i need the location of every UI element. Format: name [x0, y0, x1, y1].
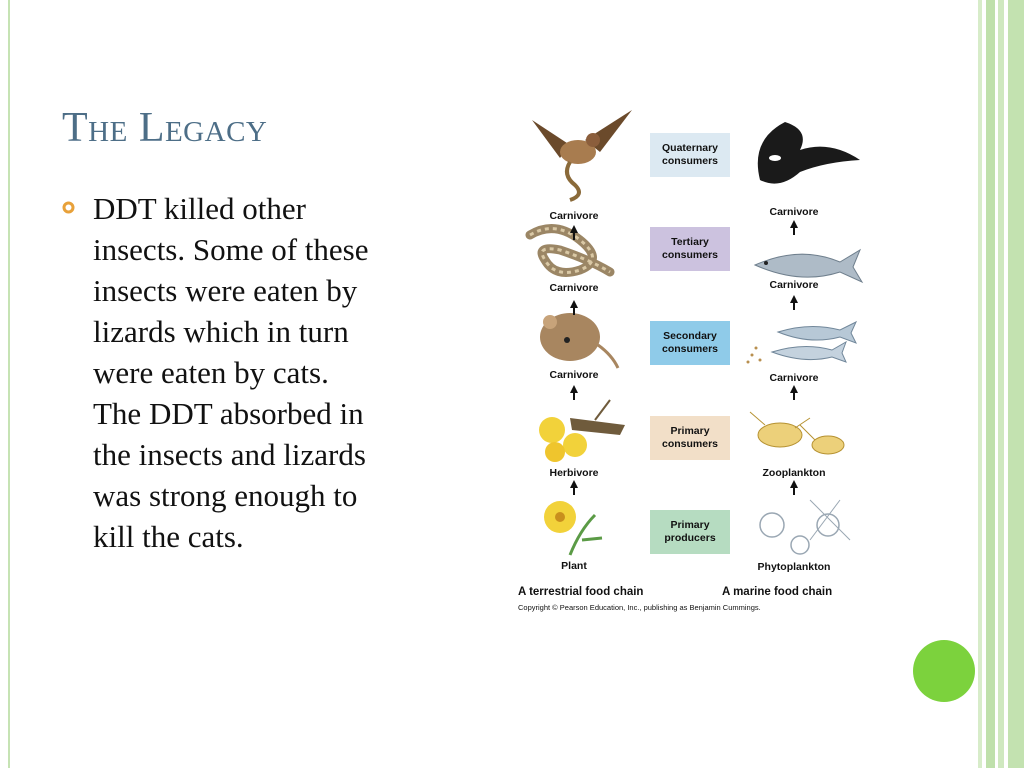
left-frame-line	[8, 0, 10, 768]
bullet-text: DDT killed other insects. Some of these insects were eaten by lizards which in turn were eaten by cats. The DDT absorbed in the insects and lizards was strong enough to kill the cats.	[93, 191, 369, 554]
grasshopper-icon	[539, 400, 625, 462]
trophic-level-label: consumers	[661, 438, 719, 450]
trophic-level-label: consumers	[661, 343, 719, 355]
trophic-level-label: Primary	[670, 425, 710, 437]
right-frame-stripes	[978, 0, 1024, 768]
terrestrial-organism-label: Carnivore	[549, 210, 599, 222]
marine-organism-label: Carnivore	[769, 279, 819, 291]
trophic-level-label: Tertiary	[671, 236, 709, 248]
trophic-level-box	[650, 227, 730, 271]
terrestrial-organism-label: Herbivore	[549, 467, 599, 479]
plant-icon	[544, 501, 602, 555]
terrestrial-organism-label: Plant	[561, 560, 587, 572]
small-fish-icon	[747, 322, 857, 364]
terrestrial-organism-label: Carnivore	[549, 369, 599, 381]
marine-caption: A marine food chain	[722, 586, 833, 598]
bullet-list	[62, 188, 462, 557]
phytoplankton-icon	[760, 500, 850, 554]
trophic-level-box	[650, 510, 730, 554]
mouse-icon	[540, 313, 618, 368]
marine-organism-label: Carnivore	[769, 206, 819, 218]
trophic-level-label: Primary	[670, 519, 710, 531]
trophic-level-box	[650, 133, 730, 177]
tuna-icon	[755, 250, 862, 282]
trophic-level-box	[650, 321, 730, 365]
trophic-level-label: Secondary	[663, 330, 717, 342]
marine-organism-label: Zooplankton	[762, 467, 826, 479]
bullet-ring-icon	[62, 201, 75, 214]
marine-organism-label: Carnivore	[769, 372, 819, 384]
decorative-green-circle	[913, 640, 975, 702]
trophic-level-label: consumers	[661, 249, 719, 261]
copyright-text: Copyright © Pearson Education, Inc., publishing as Benjamin Cummings.	[518, 603, 761, 612]
terrestrial-caption: A terrestrial food chain	[518, 586, 644, 598]
slide-title: The Legacy	[62, 105, 268, 151]
zooplankton-icon	[750, 412, 844, 454]
trophic-level-label: consumers	[661, 155, 719, 167]
hawk-icon	[532, 110, 632, 200]
food-chain-diagram	[510, 100, 890, 620]
orca-icon	[758, 122, 860, 184]
trophic-level-label: Quaternary	[661, 142, 719, 154]
snake-icon	[530, 229, 610, 273]
terrestrial-organism-label: Carnivore	[549, 282, 599, 294]
marine-organism-label: Phytoplankton	[757, 561, 831, 573]
trophic-level-label: producers	[664, 532, 716, 544]
trophic-level-box	[650, 416, 730, 460]
